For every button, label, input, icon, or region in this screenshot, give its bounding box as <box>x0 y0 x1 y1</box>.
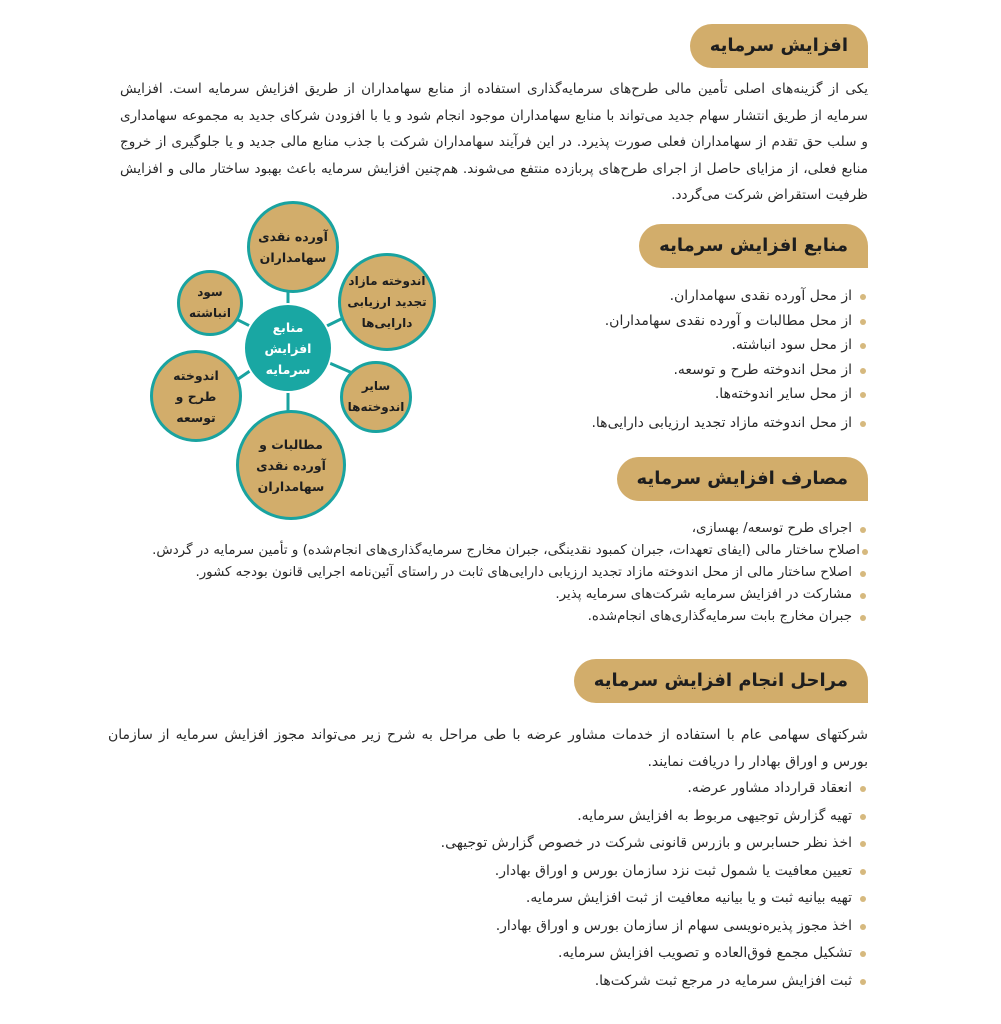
list-item-text: تشکیل مجمع فوق‌العاده و تصویب افزایش سرمایه. <box>558 945 852 961</box>
list-item <box>591 333 868 358</box>
section-title-steps: مراحل انجام افزایش سرمایه <box>574 659 868 703</box>
steps-list <box>441 775 868 995</box>
list-item-text: تهیه گزارش توجیهی مربوط به افزایش سرمایه. <box>577 807 852 824</box>
bullet-icon <box>860 896 866 902</box>
section-title-sources: منابع افزایش سرمایه <box>639 224 868 268</box>
list-item-text: از محل مطالبات و آورده نقدی سهامداران. <box>604 312 852 329</box>
list-item <box>591 382 868 407</box>
list-item <box>152 606 868 628</box>
list-item <box>441 775 868 803</box>
bullet-icon <box>860 571 866 577</box>
list-item-text: جبران مخارج بابت سرمایه‌گذاری‌های انجام‌شده. <box>587 609 852 624</box>
list-item-text: اجرای طرح توسعه/ بهسازی، <box>691 521 852 536</box>
bullet-icon <box>860 841 866 847</box>
center-label: منابع افزایش سرمایه <box>264 319 312 377</box>
list-item <box>441 913 868 941</box>
list-item-text: اخذ مجوز پذیره‌نویسی سهام از سازمان بورس و اوراق بهادار. <box>495 917 852 934</box>
list-item <box>441 803 868 831</box>
list-item <box>591 411 868 436</box>
bullet-icon <box>860 814 866 820</box>
list-item-text: اصلاح ساختار مالی (ایفای تعهدات، جبران کمبود نقدینگی، جبران مخارج سرمایه‌گذاری‌های انجام‌شده) و تأمین سرمایه در گردش. <box>152 543 860 558</box>
list-item-text: ثبت افزایش سرمایه در مرجع ثبت شرکت‌ها. <box>594 972 852 989</box>
diagram-node-revaluation-reserve <box>338 253 436 351</box>
steps-paragraph: شرکتهای سهامی عام با استفاده از خدمات مشاور عرضه با طی مراحل به شرح زیر می‌تواند مجوز افزایش سرمایه از سازمان بورس و اوراق بهادار را دریافت نمایند. <box>108 727 868 770</box>
bullet-icon <box>860 319 866 325</box>
list-item <box>441 940 868 968</box>
list-item <box>591 358 868 383</box>
node-label: مطالبات و آورده نقدی سهامداران <box>256 436 326 494</box>
list-item-text: از محل اندوخته مازاد تجدید ارزیابی دارایی‌ها. <box>591 414 852 431</box>
list-item-text: اخذ نظر حسابرس و بازرس قانونی شرکت در خصوص گزارش توجیهی. <box>440 835 852 851</box>
sources-list <box>591 284 868 435</box>
list-item <box>441 968 868 996</box>
list-item-text: تعیین معافیت یا شمول ثبت نزد سازمان بورس و اوراق بهادار. <box>494 862 852 879</box>
node-label: آورده نقدی سهامداران <box>258 229 328 265</box>
diagram-center-node <box>243 303 333 393</box>
diagram-node-other-reserves <box>340 361 412 433</box>
node-label: اندوخته مازاد تجدید ارزیابی دارایی‌ها <box>347 273 427 330</box>
bullet-icon <box>860 343 866 349</box>
list-item <box>441 830 868 858</box>
bullet-icon <box>860 869 866 875</box>
bullet-icon <box>860 615 866 621</box>
section-title-uses: مصارف افزایش سرمایه <box>617 457 868 501</box>
list-item-text: انعقاد قرارداد مشاور عرضه. <box>687 780 852 796</box>
list-item <box>152 518 868 540</box>
list-item-text: از محل اندوخته طرح و توسعه. <box>673 361 852 378</box>
bullet-icon <box>862 549 868 555</box>
list-item-text: از محل سایر اندوخته‌ها. <box>714 386 852 402</box>
bullet-icon <box>860 593 866 599</box>
intro-paragraph: یکی از گزینه‌های اصلی تأمین مالی طرح‌های سرمایه‌گذاری استفاده از منابع سهامداران از طریق افزایش سرمایه است. افزایش سرمایه از طریق انتشار سهام جدید می‌تواند با منابع سهامداران موجود انجام شود و یا با افزودن شرکای جدید به مجموعه سهامداری و سلب حق تقدم از سهامداران فعلی صورت پذیرد. در این فرآیند سهامداران شرکت با جذب منابع مالی جدید و یا جلوگیری از خروج منابع فعلی، از مزایای حاصل از اجرای طرح‌های پربازده منتفع می‌شوند. هم‌چنین افزایش سرمایه باعث بهبود ساختار مالی و افزایش ظرفیت استقراض شرکت می‌گردد. <box>120 81 868 203</box>
diagram-node-development-reserve <box>150 350 242 442</box>
node-label: اندوخته طرح و توسعه <box>173 367 219 425</box>
bullet-icon <box>860 294 866 300</box>
bullet-icon <box>860 951 866 957</box>
list-item-text: تهیه بیانیه ثبت و یا بیانیه معافیت از ثبت افزایش سرمایه. <box>525 890 852 906</box>
list-item <box>152 584 868 606</box>
uses-list <box>152 518 868 628</box>
list-item-text: از محل سود انباشته. <box>731 337 852 353</box>
bullet-icon <box>860 392 866 398</box>
diagram-node-retained-earnings <box>177 270 243 336</box>
list-item-text: اصلاح ساختار مالی از محل اندوخته مازاد تجدید ارزیابی دارایی‌های ثابت در راستای آئین‌نامه اجرایی قانون بودجه کشور. <box>195 565 852 580</box>
bullet-icon <box>860 527 866 533</box>
node-label: سایر اندوخته‌ها <box>347 379 405 414</box>
bullet-icon <box>860 421 866 427</box>
list-item <box>152 562 868 584</box>
list-item <box>441 885 868 913</box>
diagram-node-receivables-cash <box>236 410 346 520</box>
list-item-text: مشارکت در افزایش سرمایه شرکت‌های سرمایه پذیر. <box>555 587 852 602</box>
list-item <box>591 284 868 309</box>
bullet-icon <box>860 786 866 792</box>
list-item-text: از محل آورده نقدی سهامداران. <box>669 288 852 304</box>
list-item <box>441 858 868 886</box>
bullet-icon <box>860 368 866 374</box>
capital-sources-diagram <box>140 195 440 515</box>
diagram-node-shareholder-cash <box>247 201 339 293</box>
bullet-icon <box>860 979 866 985</box>
list-item <box>591 309 868 334</box>
section-title-capital-increase: افزایش سرمایه <box>690 24 868 68</box>
node-label: سود انباشته <box>189 285 231 320</box>
list-item <box>152 540 868 562</box>
bullet-icon <box>860 924 866 930</box>
